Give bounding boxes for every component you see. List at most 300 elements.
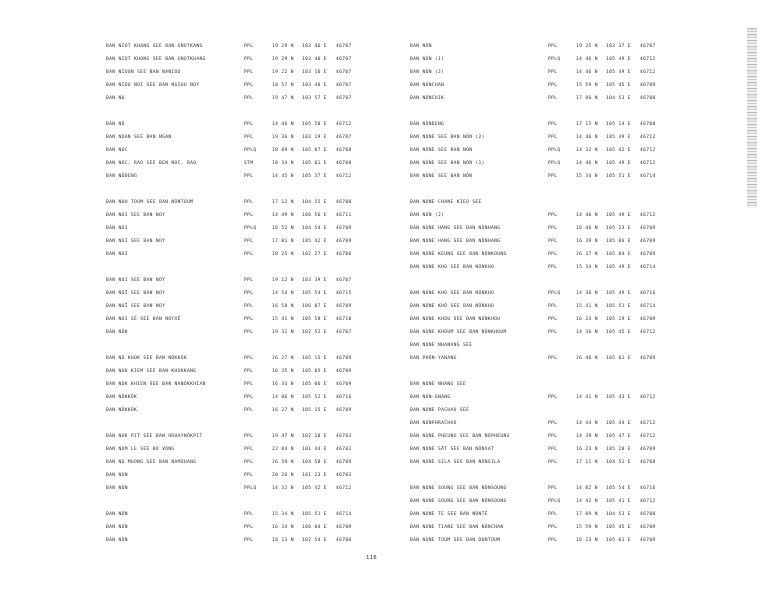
feature-class: PPL <box>548 304 558 309</box>
feature-class: PPLQ <box>548 499 561 504</box>
sheet-number: 46708 <box>336 200 352 205</box>
latitude: 14 44 N <box>576 421 598 426</box>
feature-class: PPL <box>244 213 254 218</box>
place-name: BAN NONE SÂT SEE BAN NÔNXAT <box>410 447 495 452</box>
gazetteer-entry <box>106 222 376 235</box>
feature-class: PPL <box>244 447 254 452</box>
latitude: 22 04 N <box>272 447 294 452</box>
sheet-number: 46712 <box>640 330 656 335</box>
gazetteer-entry <box>106 391 376 404</box>
place-name: BAN NOI <box>106 226 128 231</box>
latitude: 14 42 N <box>576 499 598 504</box>
feature-class: PPL <box>548 239 558 244</box>
place-name: BAN NOÏ SEE BAN NOY <box>106 291 166 296</box>
gazetteer-entry <box>410 521 680 534</box>
gazetteer-entry <box>106 508 376 521</box>
place-name: BAN NO KHOK SEE BAN NÔKKÔK <box>106 356 188 361</box>
longitude: 105 41 E <box>606 499 631 504</box>
sheet-number: 46710 <box>336 317 352 322</box>
place-name: BAN NÔNCHAN <box>410 83 445 88</box>
sheet-number: 46714 <box>640 304 656 309</box>
longitude: 102 54 E <box>302 538 327 543</box>
gazetteer-entry <box>410 417 680 430</box>
gazetteer-entry <box>106 300 376 313</box>
latitude: 19 47 N <box>272 434 294 439</box>
place-name: BAN NÔNE KHO SEE BAN NÔNKHO <box>410 291 495 296</box>
longitude: 106 04 E <box>302 525 327 530</box>
longitude: 105 04 E <box>606 252 631 257</box>
feature-class: PPL <box>548 525 558 530</box>
place-name: BAN NÔNDENG <box>410 122 445 127</box>
feature-class: PPL <box>244 356 254 361</box>
longitude: 105 51 E <box>302 512 327 517</box>
sheet-number: 46709 <box>640 252 656 257</box>
gazetteer-entry <box>106 482 376 495</box>
place-name: BAN NOAN SEE BAN NGAN <box>106 135 172 140</box>
sheet-number: 46711 <box>336 213 352 218</box>
sheet-number: 46712 <box>640 395 656 400</box>
feature-class: PPL <box>548 213 558 218</box>
gazetteer-entry <box>106 157 376 170</box>
latitude: 19 36 N <box>272 135 294 140</box>
gazetteer-entry <box>410 326 680 339</box>
place-name: BAN NÔN (1) <box>410 57 445 62</box>
gazetteer-entry <box>410 534 680 547</box>
place-name: BAN NOK KIEM SEE BAN KHOKKANG <box>106 369 197 374</box>
place-name: BAN NÔ <box>106 122 125 127</box>
sheet-number: 46707 <box>336 330 352 335</box>
feature-class: STM <box>244 161 254 166</box>
gazetteer-entry <box>106 235 376 248</box>
latitude: 18 34 N <box>272 161 294 166</box>
feature-class: PPLQ <box>548 148 561 153</box>
gazetteer-entry <box>410 469 680 482</box>
place-name: BAN NONE HANG SEE BAN NÔNHANG <box>410 226 501 231</box>
gazetteer-entry <box>410 313 680 326</box>
sheet-number: 46707 <box>336 44 352 49</box>
feature-class: PPL <box>244 512 254 517</box>
gazetteer-entry <box>410 391 680 404</box>
longitude: 105 54 E <box>606 486 631 491</box>
place-name: BAN NÔN <box>106 538 128 543</box>
longitude: 102 10 E <box>302 434 327 439</box>
sheet-number: 46702 <box>336 447 352 452</box>
gazetteer-entry <box>106 105 376 118</box>
longitude: 105 15 E <box>302 408 327 413</box>
place-name: BAN NONE PACHAO SEE <box>410 408 470 413</box>
latitude: 17 15 N <box>576 122 598 127</box>
latitude: 15 59 N <box>576 525 598 530</box>
place-name: BAN NO MUONG SEE BAN NAMOUANG <box>106 460 197 465</box>
feature-class: PPLQ <box>244 226 257 231</box>
gazetteer-entry <box>106 443 376 456</box>
feature-class: PPL <box>548 96 558 101</box>
longitude: 105 45 E <box>606 330 631 335</box>
gazetteer-entry <box>106 326 376 339</box>
latitude: 14 49 N <box>272 213 294 218</box>
feature-class: PPL <box>548 70 558 75</box>
longitude: 105 20 E <box>606 447 631 452</box>
latitude: 15 34 N <box>272 512 294 517</box>
sheet-number: 46709 <box>336 408 352 413</box>
longitude: 105 14 E <box>606 122 631 127</box>
longitude: 105 49 E <box>606 265 631 270</box>
gazetteer-entry <box>410 339 680 352</box>
longitude: 106 07 E <box>302 304 327 309</box>
gazetteer-entry <box>410 118 680 131</box>
latitude: 17 09 N <box>576 512 598 517</box>
longitude: 101 23 E <box>302 473 327 478</box>
gazetteer-entry <box>410 274 680 287</box>
sheet-number: 46709 <box>336 226 352 231</box>
place-name: BAN NONE KHO SEE BAN NÔNKHO <box>410 265 495 270</box>
longitude: 105 51 E <box>606 304 631 309</box>
latitude: 17 11 N <box>576 460 598 465</box>
place-name: BAN NÔN <box>106 486 128 491</box>
gazetteer-entry <box>410 235 680 248</box>
sheet-number: 46707 <box>336 83 352 88</box>
place-name: BAN NO <box>106 96 125 101</box>
latitude: 19 35 N <box>576 44 598 49</box>
latitude: 18 13 N <box>272 538 294 543</box>
gazetteer-entry <box>410 300 680 313</box>
feature-class: PPLQ <box>244 148 257 153</box>
place-name: BAN NONE HANG SEE BAN NÔNHANG <box>410 239 501 244</box>
longitude: 105 58 E <box>302 317 327 322</box>
place-name: BAN NONE SEE BAN NÔN (2) <box>410 135 485 140</box>
latitude: 14 32 N <box>272 486 294 491</box>
place-name: BAN NONE NHANANG SEE <box>410 343 473 348</box>
gazetteer-entry <box>410 92 680 105</box>
latitude: 16 35 N <box>272 369 294 374</box>
gazetteer-entry <box>410 287 680 300</box>
place-name: BAN NONE PHEUNG SEE BAN NÔPHEUNG <box>410 434 510 439</box>
gazetteer-entry <box>410 170 680 183</box>
gazetteer-entry <box>410 131 680 144</box>
longitude: 105 50 E <box>302 122 327 127</box>
place-name: BAN NOI <box>106 252 128 257</box>
sheet-number: 46712 <box>336 122 352 127</box>
feature-class: PPL <box>244 122 254 127</box>
latitude: 16 23 N <box>576 447 598 452</box>
gazetteer-entry <box>410 495 680 508</box>
feature-class: PPL <box>244 304 254 309</box>
gazetteer-entry <box>410 456 680 469</box>
latitude: 18 25 N <box>272 252 294 257</box>
place-name: BAN NONE KHOUM SEE BAN NÔNKHOUM <box>410 330 507 335</box>
sheet-number: 46712 <box>640 135 656 140</box>
sheet-number: 46703 <box>336 434 352 439</box>
longitude: 105 19 E <box>606 317 631 322</box>
longitude: 103 46 E <box>302 57 327 62</box>
longitude: 103 40 E <box>302 83 327 88</box>
place-name: BAN NOM LE SEE BO VONG <box>106 447 175 452</box>
longitude: 104 55 E <box>302 200 327 205</box>
sheet-number: 46707 <box>336 57 352 62</box>
gazetteer-entry <box>410 261 680 274</box>
gazetteer-entry <box>106 209 376 222</box>
latitude: 16 37 N <box>576 252 598 257</box>
gazetteer-entry <box>410 66 680 79</box>
longitude: 103 57 E <box>302 96 327 101</box>
longitude: 102 27 E <box>302 252 327 257</box>
latitude: 14 45 N <box>272 174 294 179</box>
feature-class: PPL <box>244 538 254 543</box>
feature-class: PPL <box>548 252 558 257</box>
feature-class: PPL <box>244 57 254 62</box>
sheet-number: 46716 <box>640 291 656 296</box>
gazetteer-entry <box>106 118 376 131</box>
place-name: BAN NÔN <box>410 44 432 49</box>
sheet-number: 46707 <box>640 44 656 49</box>
longitude: 105 15 E <box>302 356 327 361</box>
feature-class: PPL <box>548 460 558 465</box>
feature-class: PPL <box>548 395 558 400</box>
sheet-number: 46706 <box>336 538 352 543</box>
latitude: 14 06 N <box>272 395 294 400</box>
page-number: 116 <box>366 555 378 561</box>
sheet-number: 46714 <box>640 265 656 270</box>
sheet-number: 46712 <box>640 421 656 426</box>
longitude: 103 19 E <box>302 135 327 140</box>
latitude: 14 36 N <box>576 291 598 296</box>
sheet-number: 46712 <box>640 499 656 504</box>
sheet-number: 46709 <box>640 356 656 361</box>
place-name: BAN NONE SOUNG SEE BAN NÔNSOUNG <box>410 499 507 504</box>
feature-class: PPL <box>548 174 558 179</box>
latitude: 14 46 N <box>272 122 294 127</box>
gazetteer-entry <box>106 183 376 196</box>
place-name: BAN NOÏ SEE BAN NOY <box>106 304 166 309</box>
feature-class: PPL <box>244 174 254 179</box>
gazetteer-entry <box>106 287 376 300</box>
place-name: BAN NIOUN SEE BAN NANIOU <box>106 70 181 75</box>
latitude: 17 12 N <box>272 200 294 205</box>
latitude: 16 46 N <box>576 226 598 231</box>
latitude: 16 33 N <box>272 382 294 387</box>
place-name: BAN NÔN (2) <box>410 213 445 218</box>
latitude: 14 46 N <box>576 135 598 140</box>
latitude: 20 26 N <box>272 473 294 478</box>
place-name: BAN NOK PIT SEE BAN HOUAYNÔKPIT <box>106 434 203 439</box>
latitude: 16 59 N <box>272 460 294 465</box>
sheet-number: 46712 <box>640 148 656 153</box>
longitude: 103 16 E <box>302 70 327 75</box>
sheet-number: 46707 <box>336 70 352 75</box>
gazetteer-right-column <box>410 40 680 547</box>
gazetteer-entry <box>410 482 680 495</box>
feature-class: PPL <box>548 226 558 231</box>
longitude: 105 54 E <box>302 291 327 296</box>
sheet-number: 46707 <box>336 96 352 101</box>
gazetteer-entry <box>410 40 680 53</box>
sheet-number: 46703 <box>336 473 352 478</box>
gazetteer-entry <box>410 378 680 391</box>
longitude: 105 06 E <box>606 239 631 244</box>
longitude: 105 49 E <box>606 135 631 140</box>
latitude: 16 52 N <box>272 226 294 231</box>
longitude: 103 37 E <box>606 44 631 49</box>
gazetteer-entry <box>106 92 376 105</box>
place-name: BAN NONE TIANE SEE BAN NÔNCHAN <box>410 525 504 530</box>
gazetteer-entry <box>410 105 680 118</box>
gazetteer-entry <box>410 248 680 261</box>
sheet-number: 46712 <box>640 57 656 62</box>
longitude: 105 49 E <box>606 70 631 75</box>
sheet-number: 46708 <box>640 512 656 517</box>
place-name: BAN NOC, RAO SEE BEN NOC, RAO <box>106 161 197 166</box>
gazetteer-entry <box>410 53 680 66</box>
place-name: BAN NONE SOUNG SEE BAN NÔNSOUNG <box>410 486 507 491</box>
latitude: 19 47 N <box>272 96 294 101</box>
sheet-number: 46712 <box>336 486 352 491</box>
sheet-number: 46709 <box>640 226 656 231</box>
sheet-number: 46706 <box>336 252 352 257</box>
longitude: 105 01 E <box>606 538 631 543</box>
latitude: 19 12 N <box>272 278 294 283</box>
sheet-number: 46708 <box>336 148 352 153</box>
feature-class: PPL <box>548 83 558 88</box>
sheet-number: 46708 <box>640 460 656 465</box>
place-name: BAN NONE CHANE KIEO SEE <box>410 200 482 205</box>
gazetteer-entry <box>106 40 376 53</box>
gazetteer-entry <box>106 66 376 79</box>
latitude: 14 54 N <box>272 291 294 296</box>
feature-class: PPL <box>244 96 254 101</box>
sheet-number: 46709 <box>336 460 352 465</box>
gazetteer-entry <box>106 352 376 365</box>
feature-class: PPL <box>548 538 558 543</box>
place-name: BAN NOI SEE BAN NOY <box>106 239 166 244</box>
gazetteer-entry <box>106 404 376 417</box>
gazetteer-entry <box>410 209 680 222</box>
place-name: BAN NIOU NOI SEE BAN NGIOU NOY <box>106 83 200 88</box>
longitude: 104 52 E <box>606 460 631 465</box>
feature-class: PPL <box>548 486 558 491</box>
latitude: 17 06 N <box>576 96 598 101</box>
sheet-number: 46708 <box>640 96 656 101</box>
feature-class: PPL <box>548 122 558 127</box>
sheet-number: 46709 <box>336 382 352 387</box>
longitude: 105 47 E <box>606 434 631 439</box>
feature-class: PPL <box>244 473 254 478</box>
place-name: BAN NONE KEUNG SEE BAN NÔNKOUNG <box>410 252 507 257</box>
sheet-number: 46709 <box>640 525 656 530</box>
longitude: 105 42 E <box>302 486 327 491</box>
place-name: BAN NÔNCHIK <box>410 96 445 101</box>
place-name: BAN NIOT KHONG SEE BAN GNOTKHANG <box>106 57 206 62</box>
feature-class: PPL <box>244 252 254 257</box>
gazetteer-entry <box>106 274 376 287</box>
gazetteer-entry <box>106 495 376 508</box>
feature-class: PPL <box>244 525 254 530</box>
gazetteer-entry <box>410 183 680 196</box>
sheet-number: 46714 <box>640 174 656 179</box>
sheet-number: 46712 <box>640 161 656 166</box>
gazetteer-left-column <box>106 40 376 547</box>
place-name: BAN NONE SILA SEE BAN NÔNSILA <box>410 460 501 465</box>
gazetteer-entry <box>106 534 376 547</box>
longitude: 105 49 E <box>606 213 631 218</box>
gazetteer-entry <box>106 521 376 534</box>
latitude: 14 39 N <box>576 434 598 439</box>
gazetteer-entry <box>410 144 680 157</box>
latitude: 16 34 N <box>272 525 294 530</box>
gazetteer-entry <box>106 131 376 144</box>
feature-class: PPLQ <box>244 486 257 491</box>
longitude: 105 42 E <box>606 148 631 153</box>
feature-class: PPL <box>548 421 558 426</box>
feature-class: PPLQ <box>548 161 561 166</box>
feature-class: PPL <box>244 408 254 413</box>
gazetteer-entry <box>106 248 376 261</box>
sheet-number: 46709 <box>336 239 352 244</box>
gazetteer-entry <box>106 430 376 443</box>
sheet-number: 46708 <box>640 122 656 127</box>
sheet-number: 46709 <box>336 304 352 309</box>
gazetteer-entry <box>106 456 376 469</box>
gazetteer-entry <box>106 144 376 157</box>
latitude: 15 59 N <box>576 83 598 88</box>
feature-class: PPL <box>548 356 558 361</box>
longitude: 105 45 E <box>606 83 631 88</box>
latitude: 14 36 N <box>576 330 598 335</box>
sheet-number: 46712 <box>336 174 352 179</box>
gazetteer-entry <box>410 508 680 521</box>
sheet-number: 46707 <box>336 278 352 283</box>
longitude: 104 58 E <box>302 460 327 465</box>
feature-class: PPL <box>244 291 254 296</box>
place-name: BAN PHÔN-YANANG <box>410 356 457 361</box>
gazetteer-entry <box>410 79 680 92</box>
longitude: 103 46 E <box>302 44 327 49</box>
sheet-number: 46709 <box>640 83 656 88</box>
latitude: 15 34 N <box>576 174 598 179</box>
longitude: 105 06 E <box>302 382 327 387</box>
longitude: 105 52 E <box>302 395 327 400</box>
gazetteer-entry <box>106 365 376 378</box>
longitude: 105 23 E <box>606 226 631 231</box>
gazetteer-entry <box>106 261 376 274</box>
gazetteer-entry <box>410 365 680 378</box>
longitude: 105 51 E <box>606 174 631 179</box>
feature-class: PPL <box>244 239 254 244</box>
latitude: 16 23 N <box>576 538 598 543</box>
feature-class: PPL <box>548 317 558 322</box>
sheet-number: 46716 <box>640 486 656 491</box>
latitude: 15 41 N <box>576 304 598 309</box>
feature-class: PPL <box>244 317 254 322</box>
place-name: BAN NON <box>106 473 128 478</box>
gazetteer-entry <box>106 469 376 482</box>
place-name: BAN NOK KHIEN SEE BAN NANÔKKHIAN <box>106 382 206 387</box>
place-name: BAN NÔKKÔK <box>106 395 138 400</box>
feature-class: PPL <box>244 44 254 49</box>
place-name: BAN NONE TE SEE BAN NÔNTÉ <box>410 512 488 517</box>
feature-class: PPL <box>548 434 558 439</box>
latitude: 14 41 N <box>576 395 598 400</box>
latitude: 14 46 N <box>576 161 598 166</box>
gazetteer-entry <box>410 443 680 456</box>
place-name: BAN NÔNPHRACHAO <box>410 421 457 426</box>
sheet-number: 46712 <box>640 70 656 75</box>
feature-class: PPL <box>244 395 254 400</box>
feature-class: PPL <box>548 265 558 270</box>
place-name: BAN NÔNE SEE BAN NÔN <box>410 174 473 179</box>
longitude: 105 43 E <box>606 395 631 400</box>
latitude: 17 01 N <box>272 239 294 244</box>
scan-edge-artifact <box>747 28 757 208</box>
